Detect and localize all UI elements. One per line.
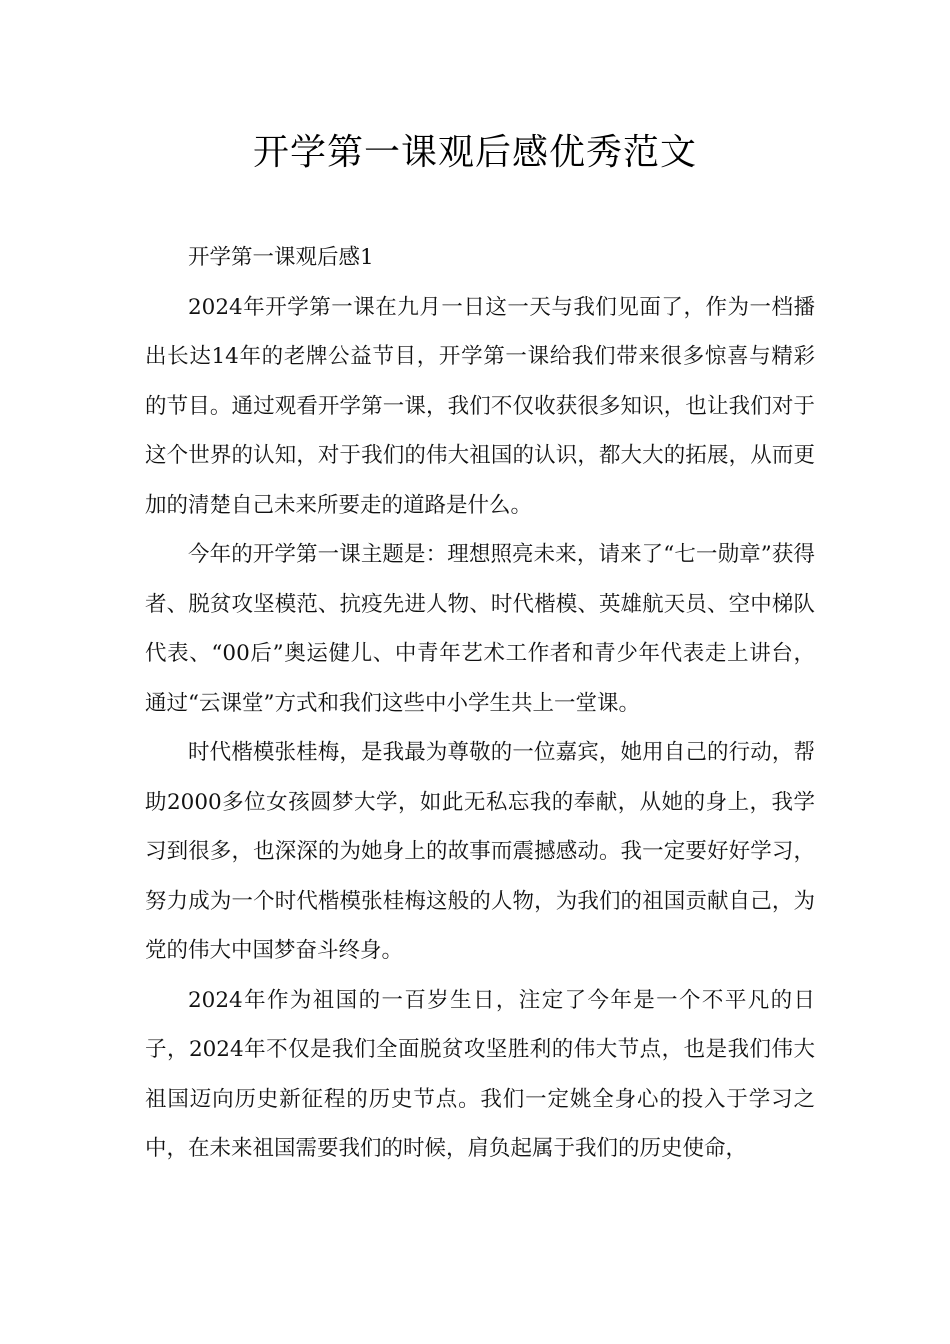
paragraph-1: 2024年开学第一课在九月一日这一天与我们见面了，作为一档播出长达14年的老牌公益节目，开学第一课给我们带来很多惊喜与精彩的节目。通过观看开学第一课，我们不仅收获很多知识，也让我们对于这个世界的认知，对于我们的伟大祖国的认识，都大大的拓展，从而更加的清楚自己未来所要走的道路是什么。 (145, 294, 815, 518)
paragraph-4: 2024年作为祖国的一百岁生日，注定了今年是一个不平凡的日子，2024年不仅是我们全面脱贫攻坚胜利的伟大节点，也是我们伟大祖国迈向历史新征程的历史节点。我们一定姚全身心的投入于学习之中，在未来祖国需要我们的时候，肩负起属于我们的历史使命， (145, 987, 815, 1161)
document-title: 开学第一课观后感优秀范文 (252, 132, 697, 173)
section-heading: 开学第一课观后感1 (188, 245, 374, 270)
paragraph-3: 时代楷模张桂梅，是我最为尊敬的一位嘉宾，她用自己的行动，帮助2000多位女孩圆梦大学，如此无私忘我的奉献，从她的身上，我学习到很多，也深深的为她身上的故事而震撼感动。我一定要好好学习，努力成为一个时代楷模张桂梅这般的人物，为我们的祖国贡献自己，为党的伟大中国梦奋斗终身。 (145, 740, 815, 963)
document-body (145, 233, 815, 1174)
paragraph-2: 今年的开学第一课主题是：理想照亮未来，请来了“七一勋章”获得者、脱贫攻坚模范、抗疫先进人物、时代楷模、英雄航天员、空中梯队代表、“00后”奥运健儿、中青年艺术工作者和青少年代表走上讲台，通过“云课堂”方式和我们这些中小学生共上一堂课。 (145, 542, 815, 716)
